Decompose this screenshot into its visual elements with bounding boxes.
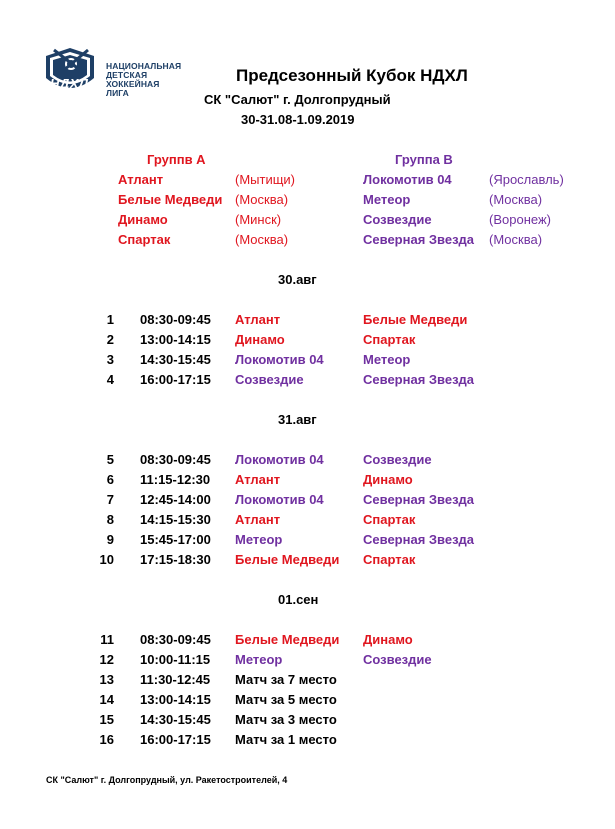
away-team: Созвездие — [363, 452, 432, 467]
home-team: Матч за 7 место — [235, 672, 337, 687]
match-number: 12 — [99, 652, 114, 667]
match-number: 14 — [99, 692, 114, 707]
away-team: Спартак — [363, 332, 416, 347]
home-team: Матч за 3 место — [235, 712, 337, 727]
match-number: 8 — [106, 512, 114, 527]
match-time: 17:15-18:30 — [140, 552, 211, 567]
away-team: Динамо — [363, 632, 413, 647]
day-heading: 30.авг — [278, 272, 317, 287]
match-time: 08:30-09:45 — [140, 632, 211, 647]
match-number: 10 — [99, 552, 114, 567]
away-team: Метеор — [363, 352, 411, 367]
match-number: 5 — [106, 452, 114, 467]
logo-line: ДЕТСКАЯ — [106, 70, 148, 80]
home-team: Белые Медведи — [235, 552, 340, 567]
team-name: Метеор — [363, 192, 411, 207]
team-name: Спартак — [118, 232, 171, 247]
home-team: Белые Медведи — [235, 632, 340, 647]
away-team: Северная Звезда — [363, 532, 475, 547]
team-name: Созвездие — [363, 212, 432, 227]
footer-address: СК "Салют" г. Долгопрудный, ул. Ракетостроителей, 4 — [46, 775, 288, 785]
home-team: Атлант — [235, 312, 281, 327]
team-name: Динамо — [118, 212, 168, 227]
match-number: 4 — [106, 372, 114, 387]
team-city: (Москва) — [235, 192, 289, 207]
day-heading: 31.авг — [278, 412, 317, 427]
match-number: 16 — [99, 732, 114, 747]
away-team: Динамо — [363, 472, 413, 487]
match-number: 13 — [99, 672, 114, 687]
team-city: (Москва) — [489, 232, 543, 247]
day-heading: 01.сен — [278, 592, 319, 607]
home-team: Метеор — [235, 652, 283, 667]
home-team: Матч за 5 место — [235, 692, 337, 707]
away-team: Северная Звезда — [363, 492, 475, 507]
team-city: (Воронеж) — [489, 212, 551, 227]
match-time: 12:45-14:00 — [140, 492, 211, 507]
group-a-title: Группв А — [147, 152, 206, 167]
group-b-title: Группа В — [395, 152, 453, 167]
away-team: Созвездие — [363, 652, 432, 667]
match-time: 13:00-14:15 — [140, 332, 211, 347]
home-team: Матч за 1 место — [235, 732, 337, 747]
away-team: Спартак — [363, 552, 416, 567]
match-number: 15 — [99, 712, 114, 727]
team-city: (Минск) — [235, 212, 282, 227]
match-number: 7 — [106, 492, 114, 507]
away-team: Спартак — [363, 512, 416, 527]
match-time: 08:30-09:45 — [140, 452, 211, 467]
match-number: 6 — [106, 472, 114, 487]
team-city: (Мытищи) — [235, 172, 296, 187]
home-team: Локомотив 04 — [235, 352, 324, 367]
match-time: 16:00-17:15 — [140, 732, 211, 747]
match-number: 1 — [106, 312, 114, 327]
match-time: 16:00-17:15 — [140, 372, 211, 387]
home-team: Локомотив 04 — [235, 452, 324, 467]
page-title: Предсезонный Кубок НДХЛ — [236, 66, 468, 85]
home-team: Метеор — [235, 532, 283, 547]
team-city: (Москва) — [489, 192, 543, 207]
team-city: (Москва) — [235, 232, 289, 247]
match-time: 13:00-14:15 — [140, 692, 211, 707]
match-time: 15:45-17:00 — [140, 532, 211, 547]
match-number: 9 — [106, 532, 114, 547]
logo-lines — [106, 62, 181, 98]
home-team: Атлант — [235, 472, 281, 487]
team-name: Атлант — [118, 172, 164, 187]
venue-subtitle: СК "Салют" г. Долгопрудный — [204, 92, 391, 107]
home-team: Динамо — [235, 332, 285, 347]
away-team: Белые Медведи — [363, 312, 468, 327]
match-number: 11 — [100, 632, 114, 647]
team-name: Белые Медведи — [118, 192, 223, 207]
home-team: Локомотив 04 — [235, 492, 324, 507]
away-team: Северная Звезда — [363, 372, 475, 387]
match-time: 10:00-11:15 — [140, 652, 211, 667]
ndhl-logo — [40, 44, 200, 100]
logo-abbr: НДХЛ — [50, 76, 89, 91]
team-city: (Ярославль) — [489, 172, 564, 187]
match-number: 2 — [106, 332, 114, 347]
home-team: Атлант — [235, 512, 281, 527]
match-time: 08:30-09:45 — [140, 312, 211, 327]
team-name: Локомотив 04 — [363, 172, 452, 187]
match-time: 14:15-15:30 — [140, 512, 211, 527]
match-time: 11:30-12:45 — [140, 672, 211, 687]
logo-line: ХОККЕЙНАЯ — [106, 79, 160, 89]
match-time: 14:30-15:45 — [140, 712, 211, 727]
home-team: Созвездие — [235, 372, 304, 387]
hockey-emblem-icon — [40, 44, 102, 100]
team-name: Северная Звезда — [363, 232, 475, 247]
match-time: 11:15-12:30 — [140, 472, 211, 487]
logo-line: ЛИГА — [106, 88, 129, 98]
dates-subtitle: 30-31.08-1.09.2019 — [241, 112, 355, 127]
match-time: 14:30-15:45 — [140, 352, 211, 367]
match-number: 3 — [106, 352, 114, 367]
logo-line: НАЦИОНАЛЬНАЯ — [106, 61, 182, 71]
